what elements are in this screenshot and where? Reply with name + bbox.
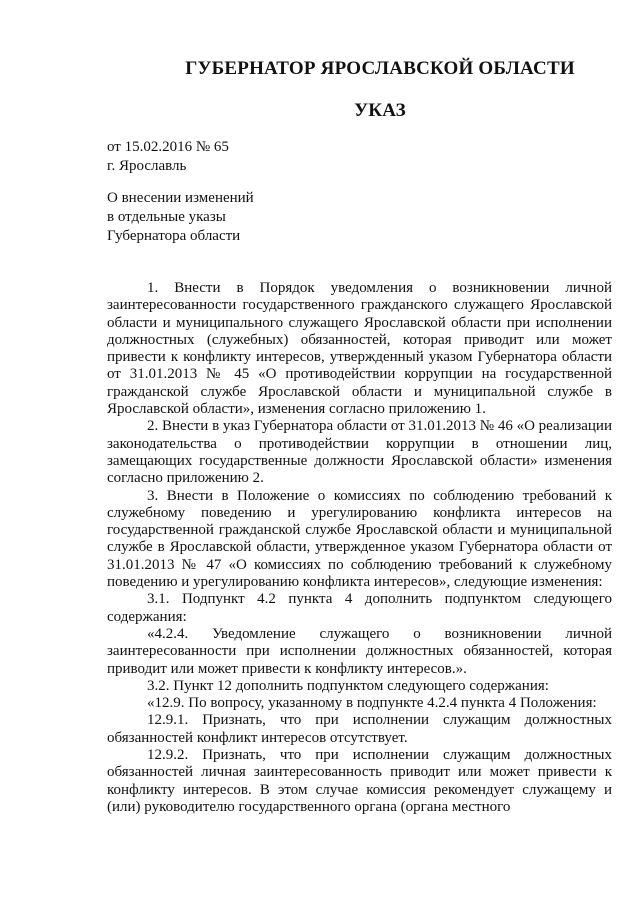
- paragraph: 2. Внести в указ Губернатора области от 31.01.2013 № 46 «О реализации законодательства о противодействии коррупции в отношении лиц, замещающих государственные должности Ярославской области» изменения согласно приложению 2.: [107, 418, 612, 487]
- document-type: УКАЗ: [354, 100, 406, 121]
- document-body: [107, 280, 612, 816]
- paragraph: 3.1. Подпункт 4.2 пункта 4 дополнить подпунктом следующего содержания:: [107, 591, 612, 625]
- city-line: г. Ярославль: [107, 158, 187, 174]
- paragraph: 12.9.2. Признать, что при исполнении служащим должностных обязанностей личная заинтересованность приводит или может привести к конфликту интересов. В этом случае комиссия рекомендует служащему и (или) руководителю государственного органа (органа местного: [107, 747, 612, 815]
- paragraph: 3.2. Пункт 12 дополнить подпунктом следующего содержания:: [147, 677, 549, 694]
- paragraph: «4.2.4. Уведомление служащего о возникновении личной заинтересованности при исполнении должностных обязанностей, которая приводит или может привести к конфликту интересов.».: [107, 625, 612, 677]
- subject-line: в отдельные указы: [107, 209, 226, 225]
- paragraph: 12.9.1. Признать, что при исполнении служащим должностных обязанностей конфликт интересов отсутствует.: [107, 712, 612, 746]
- date-number-line: от 15.02.2016 № 65: [107, 139, 229, 155]
- subject-line: Губернатора области: [107, 228, 241, 244]
- document-header-title: ГУБЕРНАТОР ЯРОСЛАВСКОЙ ОБЛАСТИ: [185, 58, 575, 79]
- subject-line: О внесении изменений: [107, 190, 254, 206]
- paragraph: 3. Внести в Положение о комиссиях по соблюдению требований к служебному поведению и урегулированию конфликта интересов на государственной гражданской службе Ярославской области и муниципальной службе в Ярославской области, утвержденное указом Губернатора области от 31.01.2013 № 47 «О комиссиях по соблюдению требований к служебному поведению и урегулированию конфликта интересов», следующие изменения:: [107, 487, 612, 591]
- paragraph: «12.9. По вопросу, указанному в подпункте 4.2.4 пункта 4 Положения:: [147, 695, 597, 712]
- document-meta: [107, 138, 229, 176]
- paragraph: 1. Внести в Порядок уведомления о возникновении личной заинтересованности государственного гражданского служащего Ярославской области и муниципального служащего Ярославской области при исполнении должностных (служебных) обязанностей, которая приводит или может привести к конфликту интересов, утвержденный указом Губернатора области от 31.01.2013 № 45 «О противодействии коррупции на государственной гражданской службе Ярославской области и муниципальной службе в Ярославской области», изменения согласно приложению 1.: [107, 280, 612, 418]
- document-subject: [107, 189, 254, 246]
